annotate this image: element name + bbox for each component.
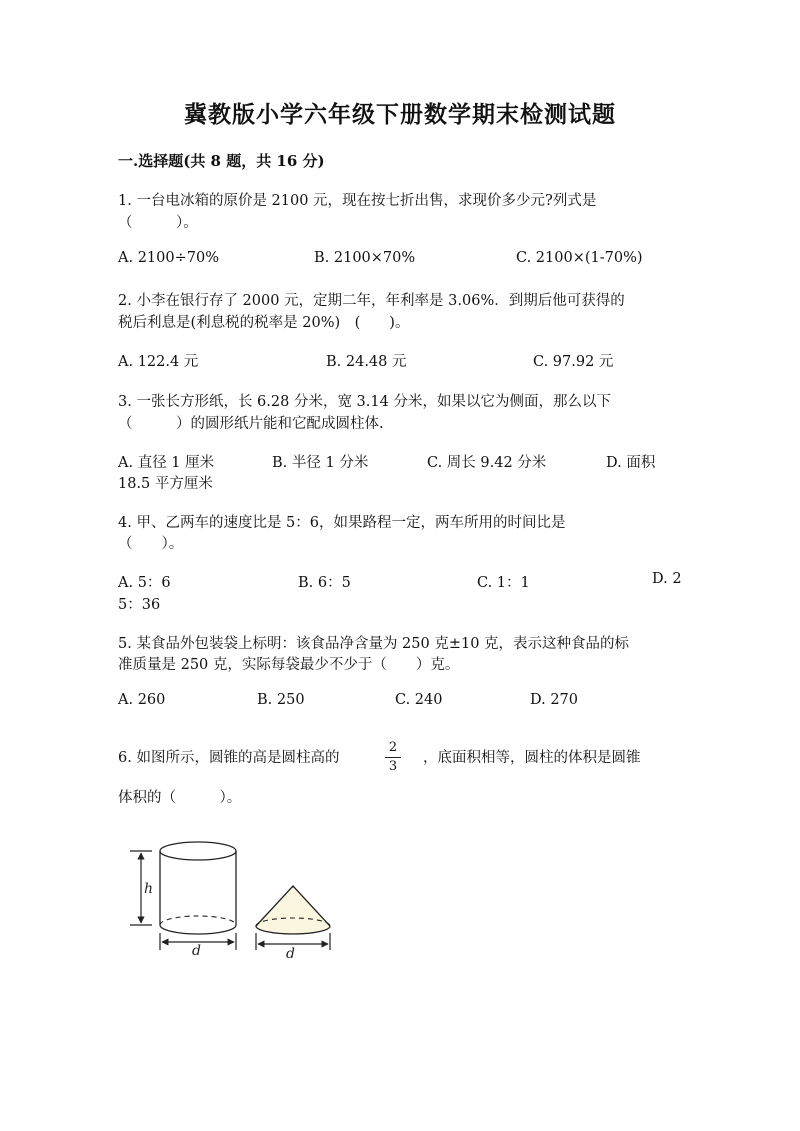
question-4-option-d: D. 2 <box>652 571 682 587</box>
question-6-line-1-end: ，底面积相等，圆柱的体积是圆锥 <box>423 750 641 766</box>
question-3-option-b: B. 半径 1 分米 <box>272 455 369 471</box>
question-2-line-1: 2. 小李在银行存了 2000 元，定期二年，年利率是 3.06%．到期后他可获得的 <box>118 293 625 309</box>
question-1-option-c: C. 2100×(1-70%) <box>516 250 643 266</box>
question-5-line-1: 5. 某食品外包装袋上标明：该食品净含量为 250 克±10 克，表示这种食品的标 <box>118 636 630 652</box>
cylinder-cone-figure <box>128 838 338 963</box>
cylinder-shape <box>160 842 236 934</box>
question-3-option-d: D. 面积 <box>606 455 656 471</box>
question-4-line-1: 4. 甲、乙两车的速度比是 5：6，如果路程一定，两车所用的时间比是 <box>118 515 566 531</box>
height-label: h <box>144 881 154 897</box>
question-6-line-2: 体积的（ ）。 <box>118 790 242 806</box>
question-1-option-a: A. 2100÷70% <box>118 250 219 266</box>
question-5-line-2: 准质量是 250 克，实际每袋最少不少于（ ）克。 <box>118 657 460 673</box>
question-2-option-a: A. 122.4 元 <box>118 354 199 370</box>
question-4-option-a: A. 5：6 <box>118 575 171 591</box>
fraction-denominator: 3 <box>388 759 398 774</box>
question-4-option-d-continued: 5：36 <box>118 597 161 613</box>
cylinder-diameter-label: d <box>192 943 201 959</box>
question-5-option-a: A. 260 <box>118 692 166 708</box>
question-2-line-2: 税后利息是(利息税的税率是 20%) ( )。 <box>118 315 410 331</box>
question-5-option-b: B. 250 <box>257 692 305 708</box>
question-5-option-c: C. 240 <box>395 692 443 708</box>
fraction-numerator: 2 <box>388 740 398 755</box>
question-3-line-2: （ ）的圆形纸片能和它配成圆柱体. <box>118 416 384 432</box>
question-5-option-d: D. 270 <box>530 692 579 708</box>
question-3-option-c: C. 周长 9.42 分米 <box>427 455 547 471</box>
question-1-line-2: （ ）。 <box>118 215 198 231</box>
page-title: 冀教版小学六年级下册数学期末检测试题 <box>184 101 616 128</box>
cone-shape <box>256 886 330 934</box>
question-3-option-a: A. 直径 1 厘米 <box>118 455 215 471</box>
question-3-line-1: 3. 一张长方形纸，长 6.28 分米，宽 3.14 分米，如果以它为侧面，那么以下 <box>118 394 611 410</box>
question-4-option-b: B. 6：5 <box>298 575 351 591</box>
fraction-bar <box>385 757 401 758</box>
cone-diameter-label: d <box>286 946 295 962</box>
question-1-line-1: 1. 一台电冰箱的原价是 2100 元，现在按七折出售，求现价多少元?列式是 <box>118 193 597 209</box>
fraction-two-thirds <box>385 740 401 775</box>
question-2-option-b: B. 24.48 元 <box>326 354 407 370</box>
question-4-line-2: （ ）。 <box>118 536 184 552</box>
question-2-option-c: C. 97.92 元 <box>533 354 614 370</box>
section-heading: 一.选择题(共 8 题，共 16 分) <box>118 152 325 170</box>
question-1-option-b: B. 2100×70% <box>314 250 416 266</box>
question-3-option-d-continued: 18.5 平方厘米 <box>118 476 213 492</box>
question-6-line-1-start: 6. 如图所示，圆锥的高是圆柱高的 <box>118 750 340 766</box>
question-4-option-c: C. 1：1 <box>477 575 530 591</box>
